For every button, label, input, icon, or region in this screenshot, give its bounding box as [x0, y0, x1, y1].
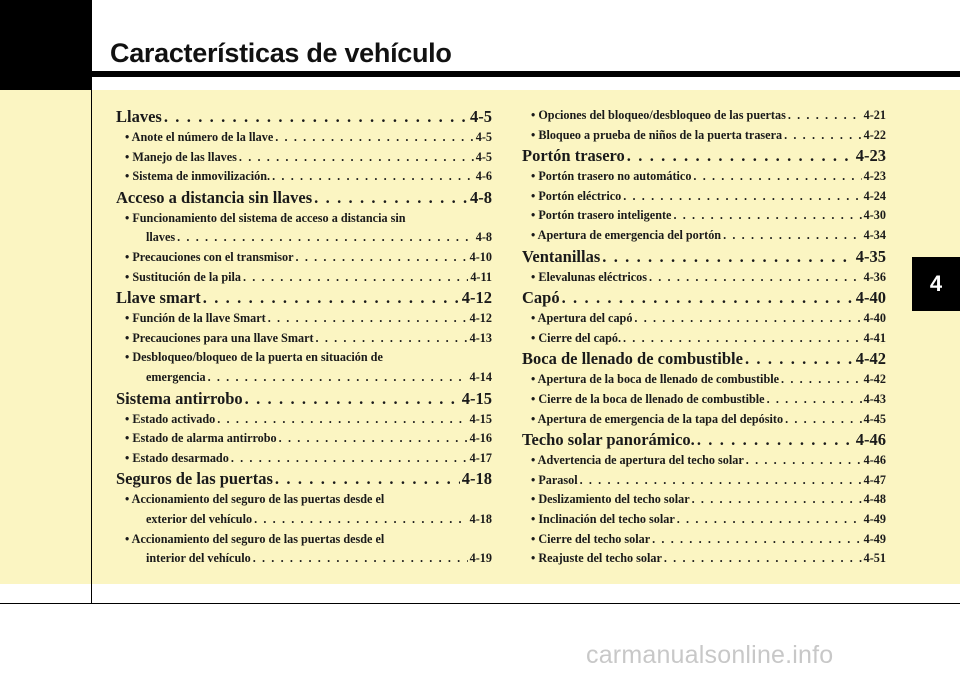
dot-leader [697, 429, 854, 451]
dot-leader [231, 449, 468, 469]
dot-leader [784, 126, 862, 146]
toc-page-number: 4-34 [863, 227, 886, 242]
dot-leader [692, 490, 862, 510]
toc-entry-text: • Inclinación del techo solar [531, 511, 675, 526]
dot-leader [673, 206, 861, 226]
toc-entry[interactable] [522, 167, 886, 187]
toc-entry-text: Boca de llenado de combustible [522, 349, 743, 369]
toc-page-number: 4-49 [863, 531, 886, 546]
toc-entry-text: • Opciones del bloqueo/desbloqueo de las puertas [531, 108, 786, 122]
toc-section[interactable] [116, 187, 492, 209]
toc-section[interactable] [522, 348, 886, 370]
toc-entry-text: exterior del vehículo [146, 511, 253, 526]
toc-entry[interactable] [522, 410, 886, 430]
toc-page-number: 4-24 [863, 188, 886, 203]
toc-page-number: 4-13 [469, 330, 492, 345]
toc-page-number: 4-47 [863, 472, 886, 487]
toc-entry[interactable] [522, 329, 886, 349]
toc-page-number: 4-18 [461, 469, 492, 489]
toc-entry-text: • Sustitución de la pila [125, 269, 242, 284]
toc-entry-text: Capó [522, 288, 560, 308]
toc-entry[interactable] [116, 268, 492, 288]
dot-leader [245, 388, 460, 410]
toc-page-number: 4-11 [470, 269, 492, 284]
toc-page-number: 4-40 [863, 311, 886, 326]
toc-entry-text: • Parasol [531, 472, 578, 487]
toc-entry-text: • Función de la llave Smart [125, 311, 266, 326]
toc-page-number: 4-12 [469, 311, 492, 326]
toc-entry[interactable] [116, 410, 492, 430]
dot-leader [745, 348, 854, 370]
dot-leader [781, 370, 862, 390]
toc-entry[interactable] [522, 226, 886, 246]
dot-leader [253, 549, 468, 569]
title-rule [91, 71, 960, 77]
dot-leader [623, 329, 862, 349]
dot-leader [272, 167, 474, 187]
toc-entry [116, 530, 492, 550]
toc-entry-text: Acceso a distancia sin llaves [116, 187, 313, 207]
toc-entry-text: emergencia [146, 369, 206, 384]
toc-page-number: 4-30 [863, 208, 886, 223]
dot-leader [275, 468, 460, 490]
toc-entry[interactable] [116, 368, 492, 388]
dot-leader [208, 368, 468, 388]
toc-entry-text: • Desbloqueo/bloqueo de la puerta en situación de [125, 350, 383, 365]
toc-section[interactable] [522, 429, 886, 451]
toc-page-number: 4-17 [469, 450, 492, 465]
toc-page-number: 4-5 [470, 107, 492, 126]
toc-page-number: 4-15 [461, 388, 492, 408]
toc-entry[interactable] [116, 148, 492, 168]
toc-page-number: 4-6 [475, 169, 492, 184]
toc-entry[interactable] [522, 187, 886, 207]
chapter-tab[interactable]: 4 [912, 257, 960, 311]
toc-entry[interactable] [116, 510, 492, 530]
toc-entry[interactable] [116, 449, 492, 469]
toc-entry-text: • Estado de alarma antirrobo [125, 431, 277, 446]
toc-page-number: 4-5 [475, 149, 492, 164]
dot-leader [164, 106, 468, 128]
toc-entry[interactable] [522, 206, 886, 226]
dot-leader [279, 429, 468, 449]
toc-entry-text: • Portón trasero no automático [531, 169, 692, 184]
toc-entry[interactable] [522, 490, 886, 510]
watermark: carmanualsonline.info [586, 641, 834, 669]
page-title: Características de vehículo [110, 38, 452, 68]
toc-page-number: 4-36 [863, 269, 886, 284]
toc-entry-text: llaves [146, 230, 176, 245]
toc-entry-text: Seguros de las puertas [116, 469, 273, 489]
toc-page-number: 4-41 [863, 330, 886, 345]
toc-entry-text: • Anote el número de la llave [125, 130, 274, 144]
toc-entry[interactable] [116, 128, 492, 148]
toc-entry[interactable] [522, 370, 886, 390]
dot-leader [634, 309, 861, 329]
dot-leader [243, 268, 468, 288]
toc-page-number: 4-46 [863, 453, 886, 468]
toc-entry[interactable] [522, 390, 886, 410]
toc-entry[interactable] [522, 549, 886, 569]
toc-entry[interactable] [522, 268, 886, 288]
dot-leader [649, 268, 862, 288]
toc-page-number: 4-21 [863, 108, 886, 122]
toc-entry-text: Llave smart [116, 288, 201, 308]
toc-page-number: 4-42 [855, 349, 886, 369]
toc-entry-text: Ventanillas [522, 246, 601, 266]
toc-page-number: 4-45 [863, 411, 886, 426]
toc-entry-text: • Deslizamiento del techo solar [531, 492, 690, 507]
toc-entry[interactable] [522, 510, 886, 530]
toc-section[interactable] [116, 106, 492, 128]
toc-entry-text: • Accionamiento del seguro de las puertas desde el [125, 531, 385, 546]
dot-leader [623, 187, 861, 207]
toc-section[interactable] [116, 388, 492, 410]
toc-page-number: 4-23 [863, 169, 886, 184]
toc-entry-text: • Elevalunas eléctricos [531, 269, 647, 284]
toc-entry [116, 348, 492, 368]
toc-section[interactable] [116, 468, 492, 490]
toc-entry-text: • Apertura de emergencia de la tapa del depósito [531, 411, 784, 426]
toc-page-number: 4-8 [475, 230, 492, 245]
toc-entry[interactable] [116, 228, 492, 248]
toc-page-number: 4-42 [863, 372, 886, 387]
toc-entry-text: • Advertencia de apertura del techo solar [531, 453, 744, 468]
toc-page-number: 4-48 [863, 492, 886, 507]
dot-leader [693, 167, 861, 187]
toc-column-right [522, 106, 886, 569]
dot-leader [275, 128, 474, 148]
toc-page-number: 4-16 [469, 431, 492, 446]
toc-entry[interactable] [116, 248, 492, 268]
toc-entry-text: • Reajuste del techo solar [531, 551, 662, 566]
toc-entry-text: interior del vehículo [146, 551, 251, 566]
toc-page-number: 4-23 [855, 146, 886, 166]
dot-leader [268, 309, 468, 329]
dot-leader [746, 451, 862, 471]
dot-leader [677, 510, 862, 530]
toc-section[interactable] [522, 145, 886, 167]
toc-entry[interactable] [522, 106, 886, 126]
dot-leader [177, 228, 474, 248]
toc-entry[interactable] [522, 530, 886, 550]
toc-entry-text: • Manejo de las llaves [125, 149, 237, 164]
corner-block [0, 0, 91, 90]
toc-page-number: 4-22 [863, 127, 886, 142]
dot-leader [562, 287, 854, 309]
toc-entry-text: • Apertura de la boca de llenado de combustible [531, 372, 780, 387]
toc-page-number: 4-40 [855, 288, 886, 308]
toc-entry-text: • Estado desarmado [125, 450, 229, 465]
toc-section[interactable] [116, 287, 492, 309]
toc-section[interactable] [522, 287, 886, 309]
toc-entry-text: • Funcionamiento del sistema de acceso a distancia sin [125, 210, 406, 225]
toc-page-number: 4-8 [470, 187, 492, 207]
toc-page-number: 4-43 [863, 391, 886, 406]
toc-page-number: 4-5 [475, 130, 492, 144]
toc-section[interactable] [522, 246, 886, 268]
toc-page-number: 4-51 [863, 551, 886, 566]
dot-leader [203, 287, 460, 309]
toc-page-number: 4-49 [863, 511, 886, 526]
toc-entry [116, 209, 492, 229]
dot-leader [254, 510, 468, 530]
toc-entry-text: • Bloqueo a prueba de niños de la puerta trasera [531, 127, 783, 142]
toc-entry-text: Llaves [116, 107, 162, 126]
bottom-rule [0, 603, 960, 604]
toc-entry[interactable] [522, 126, 886, 146]
dot-leader [788, 106, 862, 126]
toc-entry[interactable] [522, 309, 886, 329]
toc-entry-text: • Portón trasero inteligente [531, 208, 672, 223]
toc-page-number: 4-18 [469, 511, 492, 526]
toc-page-number: 4-12 [461, 288, 492, 308]
dot-leader [602, 246, 854, 268]
toc-entry-text: • Estado activado [125, 411, 216, 426]
toc-entry-text: • Precauciones para una llave Smart [125, 330, 314, 345]
dot-leader [314, 187, 468, 209]
toc-entry-text: Techo solar panorámico. [522, 430, 695, 450]
toc-entry-text: • Apertura de emergencia del portón [531, 227, 722, 242]
toc-page-number: 4-46 [855, 430, 886, 450]
toc-entry[interactable] [116, 309, 492, 329]
toc-entry-text: • Cierre del techo solar [531, 531, 651, 546]
toc-column-left [116, 106, 492, 569]
toc-entry-text: • Accionamiento del seguro de las puertas desde el [125, 492, 385, 507]
toc-entry [116, 490, 492, 510]
dot-leader [723, 226, 862, 246]
dot-leader [664, 549, 862, 569]
toc-entry-text: Sistema antirrobo [116, 388, 243, 408]
toc-entry[interactable] [116, 329, 492, 349]
toc-entry[interactable] [522, 451, 886, 471]
dot-leader [296, 248, 468, 268]
toc-page-number: 4-10 [469, 249, 492, 264]
toc-page-number: 4-15 [469, 411, 492, 426]
dot-leader [767, 390, 862, 410]
toc-entry-text: • Cierre de la boca de llenado de combustible [531, 391, 765, 406]
toc-entry-text: • Precauciones con el transmisor [125, 249, 294, 264]
dot-leader [580, 471, 862, 491]
toc-entry-text: • Apertura del capó [531, 311, 633, 326]
dot-leader [627, 145, 854, 167]
toc-page-number: 4-35 [855, 246, 886, 266]
toc-page-number: 4-14 [469, 369, 492, 384]
toc-entry-text: • Portón eléctrico [531, 188, 622, 203]
toc-page-number: 4-19 [469, 551, 492, 566]
dot-leader [316, 329, 468, 349]
margin-rule [91, 0, 92, 604]
toc-entry[interactable] [522, 471, 886, 491]
toc-entry-text: • Sistema de inmovilización. [125, 169, 271, 184]
toc-entry-text: Portón trasero [522, 146, 625, 166]
toc-entry-text: • Cierre del capó. [531, 330, 622, 345]
toc-entry[interactable] [116, 549, 492, 569]
dot-leader [239, 148, 474, 168]
dot-leader [785, 410, 862, 430]
dot-leader [217, 410, 467, 430]
toc-entry[interactable] [116, 429, 492, 449]
toc-entry[interactable] [116, 167, 492, 187]
dot-leader [652, 530, 862, 550]
